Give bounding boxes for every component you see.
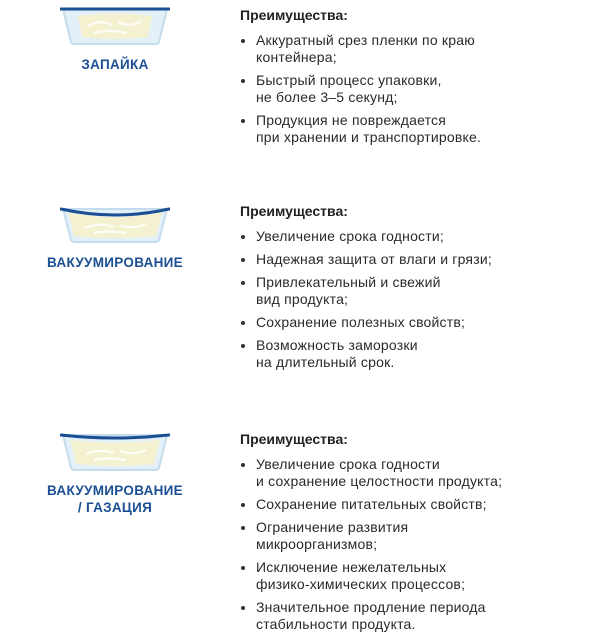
benefit-item: Привлекательный и свежий вид продукта;	[240, 274, 590, 308]
method-label: ВАКУУМИРОВАНИЕ	[47, 255, 183, 270]
benefit-list	[240, 456, 590, 633]
benefit-item: Сохранение питательных свойств;	[240, 496, 590, 513]
benefit-list	[240, 228, 590, 371]
vacuum-tray-icon	[60, 204, 170, 244]
benefit-item: Сохранение полезных свойств;	[240, 314, 590, 331]
method-label: ЗАПАЙКА	[81, 57, 149, 72]
benefit-item: Увеличение срока годности и сохранение целостности продукта;	[240, 456, 590, 490]
benefit-item: Ограничение развития микроорганизмов;	[240, 519, 590, 553]
benefit-item: Увеличение срока годности;	[240, 228, 590, 245]
method-block	[40, 204, 190, 271]
benefit-list	[240, 32, 590, 146]
benefits-title: Преимущества:	[240, 7, 348, 23]
method-block	[40, 4, 190, 73]
vacuum-gas-tray-icon	[60, 430, 170, 472]
benefits-block	[240, 6, 590, 152]
benefit-item: Быстрый процесс упаковки, не более 3–5 секунд;	[240, 72, 590, 106]
method-label: ВАКУУМИРОВАНИЕ / ГАЗАЦИЯ	[47, 483, 183, 515]
benefit-item: Надежная защита от влаги и грязи;	[240, 251, 590, 268]
benefits-title: Преимущества:	[240, 203, 348, 219]
benefits-block	[240, 202, 590, 377]
benefits-block	[240, 430, 590, 639]
sealed-tray-icon	[60, 4, 170, 46]
benefit-item: Возможность заморозки на длительный срок.	[240, 337, 590, 371]
benefits-title: Преимущества:	[240, 431, 348, 447]
benefit-item: Продукция не повреждается при хранении и транспортировке.	[240, 112, 590, 146]
benefit-item: Исключение нежелательных физико-химических процессов;	[240, 559, 590, 593]
benefit-item: Аккуратный срез пленки по краю контейнера;	[240, 32, 590, 66]
benefit-item: Значительное продление периода стабильности продукта.	[240, 599, 590, 633]
method-block	[40, 430, 190, 516]
